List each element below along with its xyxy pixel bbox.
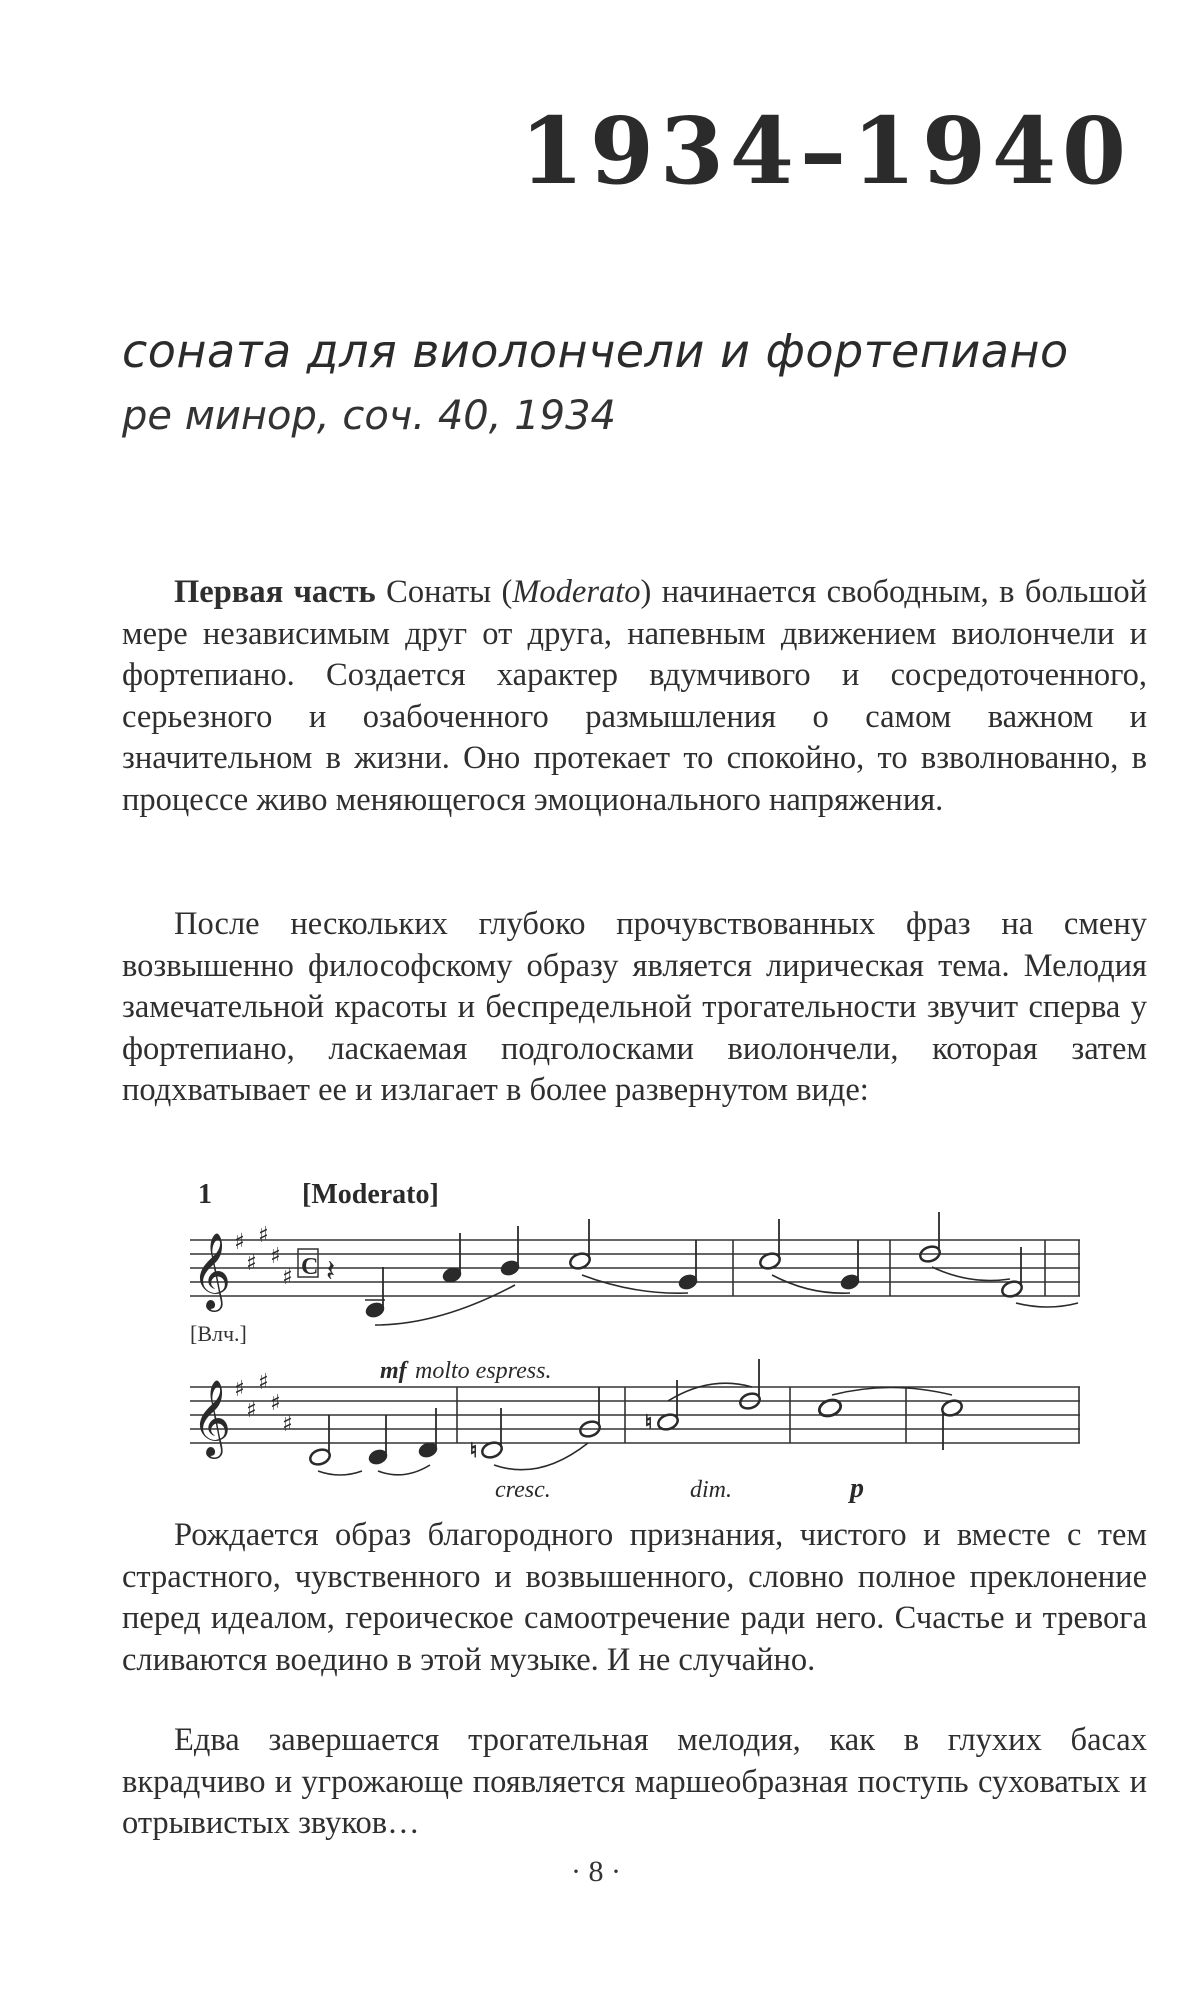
expression-mark: molto espress. — [415, 1358, 552, 1384]
example-tempo: [Moderato] — [302, 1179, 439, 1210]
paragraph-1-text-b: ) начинается свободным, в большой мере независимым друг от друга, напевным движением виолончели и фортепиано. Создается характер вдумчивого и сосредоточенного, серьезного и озабоченного размышления о самом важном и значительном в жизни. Оно протекает то спокойно, то взволнованно, в процессе живо меняющегося эмоционального напряжения. — [122, 574, 1147, 818]
paragraph-1-text-a: Сонаты ( — [375, 574, 513, 610]
cresc-mark: cresc. — [495, 1477, 551, 1503]
svg-text:♯: ♯ — [270, 1391, 281, 1416]
paragraph-4: Едва завершается трогательная мелодия, как в глухих басах вкрадчиво и угрожающе появляется маршеобразная поступь суховатых и отрывистых звуков… — [122, 1722, 1147, 1842]
paragraph-1-lead: Первая часть — [174, 574, 376, 610]
example-number: 1 — [198, 1179, 212, 1210]
key-signature-2 — [234, 1370, 293, 1437]
svg-text:♯: ♯ — [282, 1412, 293, 1437]
svg-text:♯: ♯ — [270, 1244, 281, 1269]
dynamic-mf: mf — [380, 1358, 407, 1384]
svg-text:♯: ♯ — [246, 1251, 257, 1276]
work-subtitle: ре минор, соч. 40, 1934 — [122, 393, 616, 439]
svg-text:♯: ♯ — [258, 1223, 269, 1248]
paragraph-2: После нескольких глубоко прочувствованных фраз на смену возвышенно философскому образу является лирическая тема. Мелодия замечательной красоты и беспредельной трогательности звучит сперва у фортепиано, ласкаемая подголосками виолончели, которая затем подхватывает ее и излагает в более развернутом виде: — [122, 906, 1147, 1109]
dim-mark: dim. — [690, 1477, 732, 1503]
svg-text:♮: ♮ — [470, 1438, 478, 1462]
cello-notes — [364, 1212, 1023, 1319]
staff-cello — [190, 1240, 1080, 1296]
svg-text:♮: ♮ — [645, 1410, 653, 1434]
dynamic-p: p — [850, 1473, 864, 1504]
paragraph-1-tempo: Moderato — [512, 574, 641, 610]
instrument-label: [Влч.] — [190, 1321, 247, 1346]
quarter-rest-icon: 𝄽 — [326, 1254, 336, 1289]
svg-text:♯: ♯ — [234, 1230, 245, 1255]
key-signature-1 — [234, 1223, 293, 1290]
treble-clef-icon: 𝄞 — [192, 1232, 232, 1309]
paragraph-3: Рождается образ благородного признания, чистого и вместе с тем страстного, чувственного и возвышенного, словно полное преклонение перед идеалом, героическое самоотречение ради него. Счастье и тревога сливаются воедино в этой музыке. И не случайно. — [122, 1517, 1147, 1678]
page-number: · 8 · — [571, 1855, 621, 1888]
work-title: соната для виолончели и фортепиано — [122, 324, 1069, 378]
svg-text:♯: ♯ — [282, 1265, 293, 1290]
treble-clef-icon-2: 𝄞 — [192, 1379, 232, 1456]
svg-text:♯: ♯ — [234, 1377, 245, 1402]
time-signature: C — [301, 1254, 319, 1280]
svg-text:♯: ♯ — [258, 1370, 269, 1395]
music-example — [190, 1175, 1090, 1505]
paragraph-1 — [122, 572, 1147, 822]
svg-text:♯: ♯ — [246, 1398, 257, 1423]
chapter-title: 1934–1940 — [519, 97, 1132, 205]
